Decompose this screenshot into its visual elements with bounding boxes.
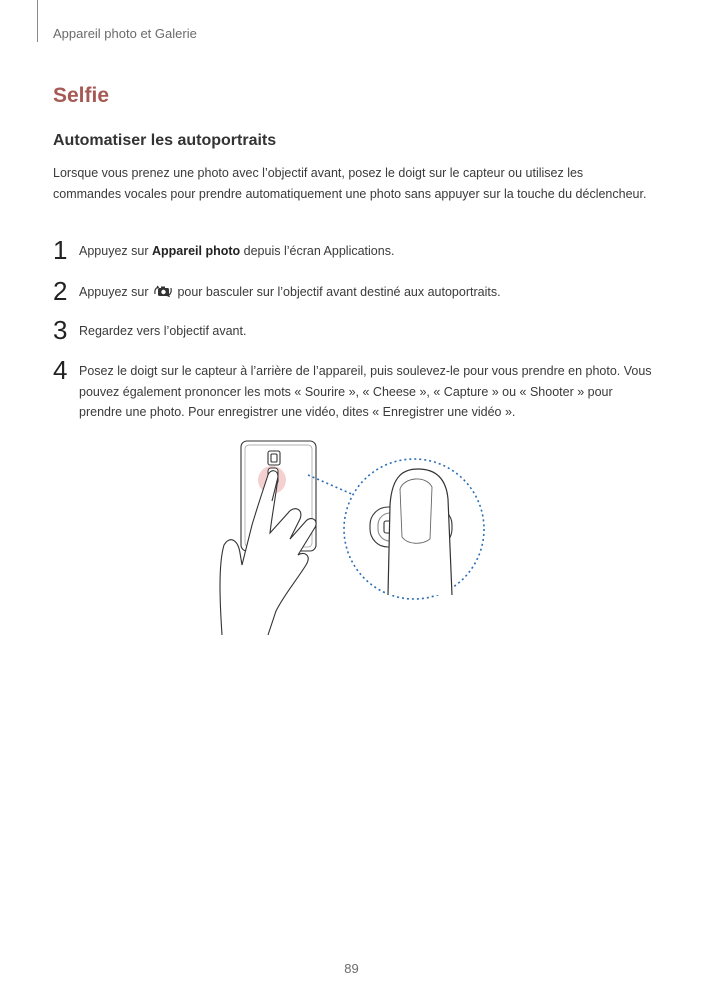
app-name: Appareil photo [151, 244, 241, 258]
zoomed-finger [388, 469, 452, 595]
illustration-finger-sensor [208, 435, 493, 640]
intro-paragraph: Lorsque vous prenez une photo avec l’objectif avant, posez le doigt sur le capteur ou utilisez les commandes vocales pour prendre automatiquement une photo sans appuyer sur la touche du déclencheur. [53, 166, 647, 201]
step-number: 2 [53, 276, 68, 306]
step-number: 3 [53, 315, 68, 345]
page-number: 89 [344, 961, 359, 976]
header-rule [37, 0, 38, 42]
callout-connector [308, 475, 354, 495]
hand [220, 471, 316, 635]
step-text: Regardez vers l’objectif avant. [79, 324, 247, 338]
subsection-title: Automatiser les autoportraits [53, 132, 277, 149]
switch-camera-icon [153, 284, 173, 298]
step-text: Posez le doigt sur le capteur à l’arrière de l’appareil, puis soulevez-le pour vous prendre en photo. Vous pouvez également prononcer les mots « Sourire », « Cheese », « Capture » ou « Shooter » pour prendre une photo. Pour enregistrer une vidéo, dites « Enregistrer une vidéo ». [79, 364, 652, 419]
running-header: Appareil photo et Galerie [53, 26, 197, 41]
step-text: Appuyez sur pour basculer sur l’objectif avant destiné aux autoportraits. [79, 285, 501, 299]
step-number: 1 [53, 235, 68, 265]
section-title: Selfie [53, 84, 110, 107]
step-text: Appuyez sur Appareil photo depuis l’écran Applications. [79, 244, 395, 258]
step-number: 4 [53, 355, 68, 385]
